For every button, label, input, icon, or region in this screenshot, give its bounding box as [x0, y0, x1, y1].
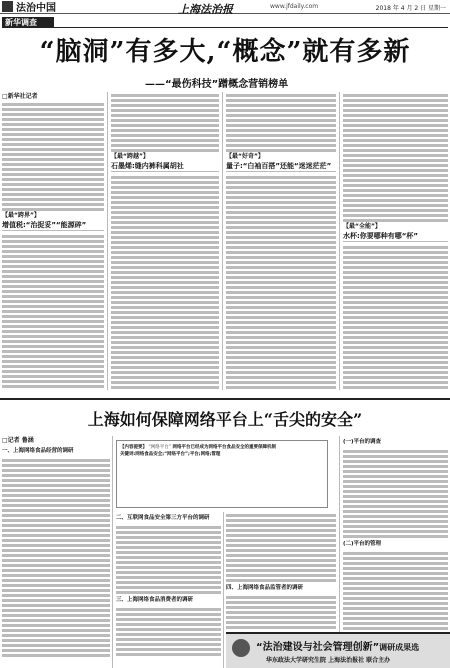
banner-title	[256, 638, 419, 653]
second-col-4-body-2	[343, 550, 448, 630]
banner-emblem-icon	[232, 639, 250, 657]
column-divider	[222, 92, 223, 390]
second-byline: □记者 鲁涵	[2, 437, 34, 444]
column-1-body	[2, 101, 104, 211]
column-divider	[339, 92, 340, 390]
second-col-1	[2, 436, 110, 668]
second-col-4	[343, 436, 448, 632]
column-2-body	[111, 92, 219, 152]
column-4-section-label: 【最“全能”】	[343, 223, 381, 230]
second-section-title: 二、互联网食品安全第三方平台的调研	[116, 515, 210, 521]
column-3-section-label: 【最“好奇”】	[226, 153, 264, 160]
column-1	[2, 92, 104, 390]
column-3	[226, 92, 336, 390]
research-series-banner	[226, 632, 450, 668]
second-section-title: 三、上海网络食品消费者的调研	[116, 597, 194, 603]
second-col-1-body	[2, 457, 110, 657]
paper-name: 上海法治报	[178, 3, 233, 16]
summary-mid: “网络平台”	[148, 445, 172, 450]
column-2-section-title: 石墨烯:缝内裤科属胡社	[111, 161, 219, 172]
column-4-section-title: 水杯:你要哪种有哪“杯”	[343, 231, 448, 242]
column-2-section-label: 【最“跨越”】	[111, 153, 149, 160]
section-name: 法治中国	[16, 3, 56, 14]
section-band: 新华调查	[2, 17, 54, 28]
column-1-section-title: 增值税:“治捉妥”“能源碎”	[2, 220, 104, 231]
main-headline: “脑洞”有多大,“概念”就有多新	[39, 37, 411, 67]
column-2-body-2	[111, 174, 219, 390]
column-2	[111, 92, 219, 390]
second-section-title: (一)平台的调查	[343, 439, 382, 445]
second-section-title: 一、上海网络食品经营的调研	[2, 448, 74, 454]
section-logo-icon	[2, 1, 13, 12]
banner-sponsors: 华东政法大学研究生院 上海法治报社 联合主办	[266, 657, 391, 664]
summary-bold: 网络平台已经成为网络平台食品安全的重要保障机制	[172, 445, 277, 450]
column-divider	[223, 512, 224, 668]
second-section-title: (二)平台的管理	[343, 541, 382, 547]
second-col-3-body-2	[226, 594, 336, 630]
second-col-3-body	[226, 512, 336, 582]
column-4-body-2	[343, 244, 448, 390]
section-divider	[54, 27, 448, 28]
main-subheadline: ——“最伤科技”蹭概念营销榜单	[145, 79, 289, 90]
summary-lead: 【内容提要】	[120, 445, 147, 450]
column-1-byline: □新华社记者	[2, 93, 38, 100]
column-divider	[112, 436, 113, 668]
issue-date: 2018 年 4 月 2 日 星期一	[375, 5, 446, 12]
second-col-2-body-2	[116, 606, 221, 656]
second-col-2-body	[116, 524, 221, 594]
column-divider	[107, 92, 108, 390]
column-1-body-2	[2, 233, 104, 390]
second-section-title: 四、上海网络食品监管者的调研	[226, 585, 304, 591]
second-col-3	[226, 512, 336, 630]
article-separator	[0, 398, 450, 400]
second-col-4-body	[343, 448, 448, 538]
second-col-2	[116, 512, 221, 668]
banner-title-main: “法治建设与社会管理创新”	[256, 642, 380, 653]
column-1-section-label: 【最“跨界”】	[2, 212, 40, 219]
second-headline: 上海如何保障网络平台上“舌尖的安全”	[87, 410, 363, 429]
column-4	[343, 92, 448, 390]
column-3-body	[226, 92, 336, 152]
column-4-body	[343, 92, 448, 222]
banner-title-tail: 调研成果选	[379, 643, 420, 652]
column-3-section-title: 量子:“白袖百搭”还能“迷迷茫茫”	[226, 161, 336, 172]
paper-url: www.jfdaily.com	[270, 3, 319, 10]
article-summary-box	[116, 440, 328, 508]
masthead	[0, 0, 450, 14]
summary-keywords: 关键词:网络食品安全;“网络平台”;平台;网络;管理	[120, 452, 221, 457]
column-divider	[339, 436, 340, 632]
column-3-body-2	[226, 174, 336, 390]
